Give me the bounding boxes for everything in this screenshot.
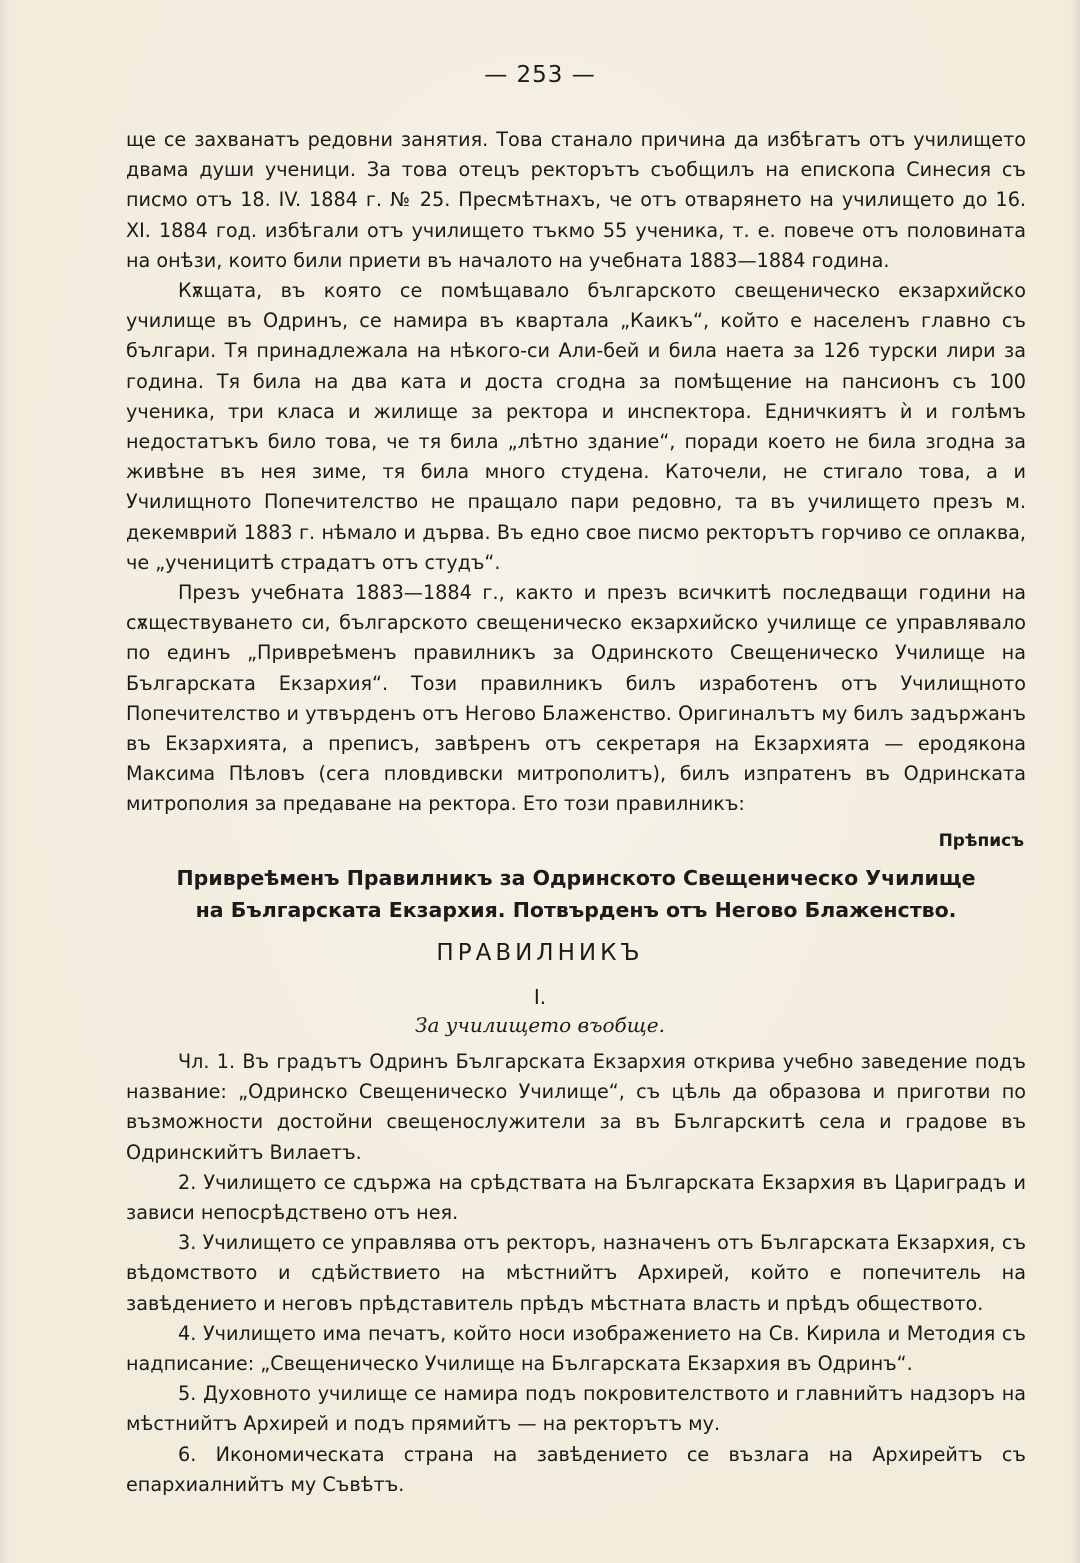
paragraph: ще се захванатъ редовни занятия. Това станало причина да избѣгатъ отъ училището двама души ученици. За това отецъ ректорътъ съобщилъ на епископа Синесия съ писмо отъ 18. IV. 1884 г. № 25. Пресмѣтнахъ, че отъ отварянето на училището до 16. XI. 1884 год. избѣгали отъ училището тъкмо 55 ученика, т. е. повече отъ половината на онѣзи, които били приети въ началото на учебната 1883—1884 година. [126,128,1026,272]
page-number: — 253 — [484,62,596,88]
article: Чл. 1. Въ градътъ Одринъ Българската Екзархия открива учебно заведение подъ название: „Одринско Свещеническо Училище“, съ цѣль да образова и приготви по възможности достойни свещенослужители за въ Българскитѣ села и градове въ Одринскийтъ Вилаетъ. [126,1050,1026,1164]
scan-shadow-left [0,0,10,1563]
intro-text [126,125,1026,820]
regulation-title-line: Привреѣменъ Правилникъ за Одринското Свещеническо Училище [176,866,976,890]
scan-shadow-right [1070,0,1080,1563]
articles-text [126,1047,1026,1500]
copy-mark: Прѣписъ [938,831,1024,851]
article: 4. Училището има печатъ, който носи изображението на Св. Кирила и Методия съ надписание: „Свещеническо Училище на Българската Екзархия въ Одринъ“. [126,1321,1026,1376]
article: 2. Училището се сдържа на срѣдствата на Българската Екзархия въ Цариградъ и зависи непосрѣдствено отъ нея. [126,1170,1026,1225]
regulation-title-line: на Българската Екзархия. Потвърденъ отъ Негово Блаженство. [195,898,957,922]
paragraph: Презъ учебната 1883—1884 г., както и презъ всичкитѣ последващи години на сѫществуването си, българското свещеническо екзархийско училище се управлявало по единъ „Привреѣменъ правилникъ за Одринското Свещеническо Училище на Българската Екзархия“. Този правилникъ билъ изработенъ отъ Училищното Попечителство и утвърденъ отъ Негово Блаженство. Оригиналътъ му билъ задържанъ въ Екзархията, а преписъ, завѣренъ отъ секретаря на Екзархията — еродякона Максима Пѣловъ (сега пловдивски митрополитъ), билъ изпратенъ въ Одринската митрополия за предаване на ректора. Ето този правилникъ: [126,581,1026,816]
regulation-heading: ПРАВИЛНИКЪ [436,940,644,966]
article: 3. Училището се управлява отъ ректоръ, назначенъ отъ Българската Екзархия, съ вѣдомството и сдѣйствието на мѣстнийтъ Архирей, който е попечитель на завѣдението и неговъ прѣдставитель прѣдъ мѣстната власть и прѣдъ обществото. [126,1231,1026,1315]
article: 5. Духовното училище се намира подъ покровителството и главнийтъ надзоръ на мѣстнийтъ Архирей и подъ прямийтъ — на ректорътъ му. [126,1382,1026,1436]
section-number: I. [533,985,547,1009]
regulation-title [126,862,1026,926]
paragraph: Кѫщата, въ която се помѣщавало българското свещеническо екзархийско училище въ Одринъ, се намира въ квартала „Каикъ“, който е населенъ главно съ българи. Тя принадлежала на нѣкого-си Али-бей и била наета за 126 турски лири за година. Тя била на два ката и доста сгодна за помѣщение на пансионъ съ 100 ученика, три класа и жилище за ректора и инспектора. Едничкиятъ ѝ и голѣмъ недостатъкъ било това, че тя била „лѣтно здание“, поради което не била згодна за живѣне въ нея зиме, тя била много студена. Каточели, не стигало това, а и Училищното Попечителство не пращало пари редовно, та въ училището презъ м. декемврий 1883 г. нѣмало и дърва. Въ едно свое писмо ректорътъ горчиво се оплаква, че „ученицитѣ страдатъ отъ студъ“. [126,279,1026,574]
section-title: За училището въобще. [415,1013,665,1037]
article: 6. Икономическата страна на завѣдението се възлага на Архирейтъ съ епархиалнийтъ му Съвѣтъ. [126,1442,1026,1496]
